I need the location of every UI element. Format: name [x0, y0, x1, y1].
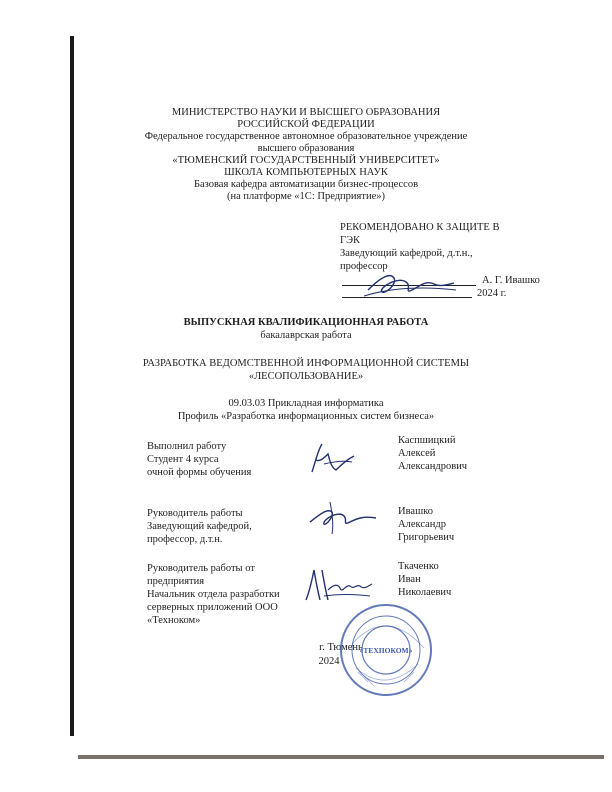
supervisor-patronymic: Григорьевич: [398, 532, 455, 543]
company-supervisor-role-4: серверных приложений ООО: [147, 602, 278, 613]
company-supervisor-first-name: Иван: [398, 574, 421, 585]
work-subtype: бакалаврская работа: [260, 330, 352, 341]
author-surname: Каспшицкий: [398, 435, 456, 446]
department-line-2: (на платформе «1С: Предприятие»): [227, 191, 385, 202]
company-supervisor-patronymic: Николаевич: [398, 587, 452, 598]
approval-signature: [360, 266, 460, 302]
approval-line-2: ГЭК: [340, 235, 361, 246]
supervisor-role-1: Руководитель работы: [147, 508, 243, 519]
author-role-3: очной формы обучения: [147, 467, 252, 478]
supervisor-role-3: профессор, д.т.н.: [147, 534, 223, 545]
institution-line-1: Федеральное государственное автономное образовательное учреждение: [144, 131, 468, 142]
author-first-name: Алексей: [398, 448, 436, 459]
approval-line-4: профессор: [340, 261, 388, 272]
company-supervisor-surname: Ткаченко: [398, 561, 439, 572]
company-supervisor-role-3: Начальник отдела разработки: [147, 589, 280, 600]
company-supervisor-role-2: предприятия: [147, 576, 205, 587]
supervisor-role-2: Заведующий кафедрой,: [147, 521, 252, 532]
author-patronymic: Александрович: [398, 461, 468, 472]
company-supervisor-role-1: Руководитель работы от: [147, 563, 255, 574]
approval-name: А. Г. Ивашко: [482, 275, 540, 286]
company-supervisor-signature: [298, 566, 374, 606]
ministry-line-1: МИНИСТЕРСТВО НАУКИ И ВЫСШЕГО ОБРАЗОВАНИЯ: [171, 107, 441, 118]
author-role-2: Студент 4 курса: [147, 454, 219, 465]
year: 2024: [318, 656, 340, 667]
approval-year: 2024 г.: [477, 288, 507, 299]
stamp-company-name: «ТЕХПОКОМ»: [359, 646, 413, 655]
supervisor-signature: [304, 500, 380, 536]
work-title-line-2: «ЛЕСОПОЛЬЗОВАНИЕ»: [248, 371, 364, 382]
university-name: «ТЮМЕНСКИЙ ГОСУДАРСТВЕННЫЙ УНИВЕРСИТЕТ»: [172, 155, 440, 166]
scan-edge-bottom: [78, 755, 604, 759]
company-supervisor-role-5: «Техноком»: [147, 615, 201, 626]
company-stamp: [338, 602, 434, 698]
supervisor-first-name: Александр: [398, 519, 446, 530]
approval-line-3: Заведующий кафедрой, д.т.н.,: [340, 248, 473, 259]
work-title-line-1: РАЗРАБОТКА ВЕДОМСТВЕННОЙ ИНФОРМАЦИОННОЙ СИСТЕМЫ: [142, 358, 470, 369]
author-signature: [302, 440, 358, 476]
profile: Профиль «Разработка информационных систем бизнеса»: [177, 411, 435, 422]
ministry-line-2: РОССИЙСКОЙ ФЕДЕРАЦИИ: [237, 119, 375, 130]
department-line-1: Базовая кафедра автоматизации бизнес-процессов: [193, 179, 419, 190]
work-type: ВЫПУСКНАЯ КВАЛИФИКАЦИОННАЯ РАБОТА: [183, 317, 429, 328]
school-name: ШКОЛА КОМПЬЮТЕРНЫХ НАУК: [224, 167, 388, 178]
institution-line-2: высшего образования: [257, 143, 355, 154]
city: г. Тюмень: [319, 642, 363, 653]
approval-line-1: РЕКОМЕНДОВАНО К ЗАЩИТЕ В: [340, 222, 500, 233]
direction: 09.03.03 Прикладная информатика: [228, 398, 384, 409]
supervisor-surname: Ивашко: [398, 506, 433, 517]
author-role-1: Выполнил работу: [147, 441, 227, 452]
